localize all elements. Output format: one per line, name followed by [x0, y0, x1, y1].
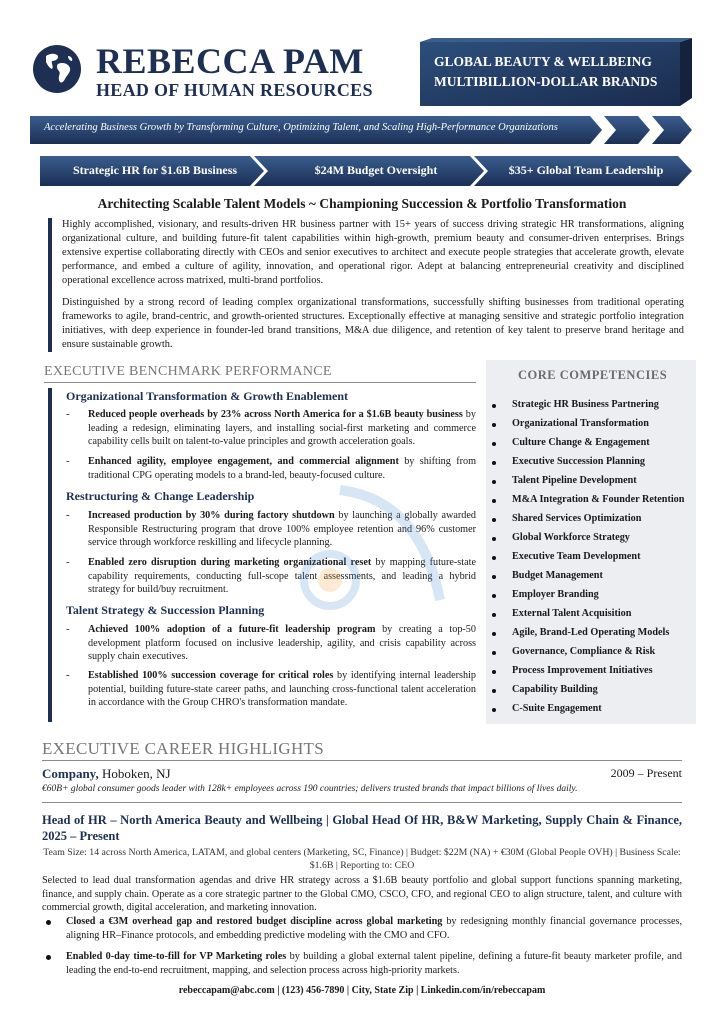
benchmark-item: Established 100% succession coverage for critical roles by identifying internal leadership potential, building future-state career paths, and launching cross-functional talent acceleration in accordance with the Group CHRO's transformation mandate. — [88, 670, 477, 708]
competency-item: External Talent Acquisition — [512, 608, 632, 619]
tagline: Accelerating Business Growth by Transforming Culture, Optimizing Talent, and Scaling High-Performance Organizations — [44, 122, 558, 133]
list-dash: - — [66, 509, 70, 521]
competency-item: Talent Pipeline Development — [512, 475, 637, 486]
benchmark-divider — [44, 382, 476, 383]
candidate-name: REBECCA PAM — [96, 41, 364, 81]
competency-item: Employer Branding — [512, 589, 599, 600]
chevron-label-1: Strategic HR for $1.6B Business — [72, 163, 238, 177]
role-description: Selected to lead dual transformation agendas and drive HR strategy across a $1.6B beauty portfolio and global support functions spanning marketing, finance, and supply chain. Operate as a core strategic partner to the Global CMO, CSCO, CFO, and regional CEO to align structure, talent, and culture with commercial growth, digital acceleration, and marketing innovation. — [42, 875, 682, 913]
list-dash: - — [66, 408, 70, 420]
company-description: €60B+ global consumer goods leader with 128k+ employees across 190 countries; delivers trusted brands that impact billions of lives daily. — [42, 784, 578, 794]
competency-bullet — [492, 670, 496, 674]
competency-item: C-Suite Engagement — [512, 703, 602, 714]
competency-item: M&A Integration & Founder Retention — [512, 494, 685, 505]
competency-bullet — [492, 518, 496, 522]
summary-accent-bar — [48, 218, 52, 352]
competency-bullet — [492, 708, 496, 712]
competencies-heading: CORE COMPETENCIES — [518, 368, 668, 382]
employment-dates: 2009 – Present — [610, 766, 682, 780]
competency-bullet — [492, 461, 496, 465]
competency-item: Executive Succession Planning — [512, 456, 646, 467]
list-dash: - — [66, 556, 70, 568]
list-dash: - — [66, 623, 70, 635]
watermark-logo — [270, 460, 470, 660]
career-achievement: Closed a €3M overhead gap and restored budget discipline across global marketing by redesigning monthly financial governance processes, aligning HR–Finance protocols, and embedding predictive modeling with the CMO and CFO. — [66, 916, 682, 941]
benchmark-subheading-2: Restructuring & Change Leadership — [66, 489, 255, 503]
summary-paragraph-1: Highly accomplished, visionary, and results-driven HR business partner with 15+ years of success driving strategic HR transformations, aligning organizational culture, and building future-fit talent capabilities within high-growth, premium beauty and consumer-driven enterprises. Brings extensive expertise collaborating directly with CEOs and senior executives to architect and execute people strategies that accelerate growth, elevate performance, and embed a culture of agility, innovation, and operational rigor. Adept at balancing entrepreneurial creativity and disciplined operational excellence across matrixed, multi-brand portfolios. — [62, 219, 684, 286]
competency-bullet — [492, 499, 496, 503]
benchmark-item: Enhanced agility, employee engagement, and commercial alignment by shifting from traditional CPG operating models to a brand-led, beauty-focused culture. — [88, 456, 477, 481]
company-name: Company, Hoboken, NJ — [42, 766, 171, 781]
list-dash: - — [66, 455, 70, 467]
benchmark-item: Increased production by 30% during factory shutdown by launching a globally awarded Responsible Restructuring program that drove 100% employee retention and 96% customer service through workforce reskilling and lifecycle planning. — [88, 510, 476, 548]
chevron-label-2: $24M Budget Oversight — [314, 163, 438, 177]
competency-bullet — [492, 480, 496, 484]
chevron-label-3: $35+ Global Team Leadership — [508, 163, 664, 177]
competency-bullet — [492, 651, 496, 655]
banner-text — [434, 52, 657, 92]
competency-bullet — [492, 442, 496, 446]
competency-item: Governance, Compliance & Risk — [512, 646, 656, 657]
bullet — [46, 955, 51, 960]
benchmark-item: Achieved 100% adoption of a future-fit leadership program by creating a top-50 development platform focused on inclusive leadership, agility, and crisis capability across supply chain executives. — [88, 624, 476, 662]
career-divider — [42, 760, 682, 761]
role-title: Head of HR – North America Beauty and Wellbeing | Global Head Of HR, B&W Marketing, Supply Chain & Finance, 2025 – Present — [42, 813, 682, 843]
summary-paragraph-2: Distinguished by a strong record of leading complex organizational transformations, successfully shifting businesses from traditional operating frameworks to agile, brand-centric, and growth-oriented structures. Exceptionally effective at managing sensitive and strategic portfolio integration initiatives, with deep experience in founder-led brand transitions, M&A due diligence, and retention of key talent to preserve brand heritage and ensure sustainable growth. — [62, 297, 684, 350]
competency-bullet — [492, 404, 496, 408]
competency-item: Executive Team Development — [512, 551, 641, 562]
competency-bullet — [492, 423, 496, 427]
benchmark-subheading-1: Organizational Transformation & Growth Enablement — [66, 389, 348, 403]
career-heading: EXECUTIVE CAREER HIGHLIGHTS — [42, 739, 324, 758]
competency-bullet — [492, 537, 496, 541]
headline: Architecting Scalable Talent Models ~ Championing Succession & Portfolio Transformation — [97, 196, 627, 211]
competency-bullet — [492, 632, 496, 636]
competency-bullet — [492, 594, 496, 598]
globe-icon — [32, 44, 82, 94]
contact-info: rebeccapam@abc.com | (123) 456-7890 | City, State Zip | Linkedin.com/in/rebeccapam — [178, 985, 546, 996]
competency-item: Culture Change & Engagement — [512, 437, 650, 448]
banner-line-1: GLOBAL BEAUTY & WELLBEING — [434, 54, 652, 69]
company-divider — [42, 802, 682, 803]
benchmark-item: Reduced people overheads by 23% across North America for a $1.6B beauty business by leading a redesign, eliminating layers, and installing social-first marketing and commerce capability cells built on talent-to-value principles and growth acceleration goals. — [88, 409, 476, 447]
competency-item: Global Workforce Strategy — [512, 532, 630, 543]
benchmark-subheading-3: Talent Strategy & Succession Planning — [66, 603, 265, 617]
competency-bullet — [492, 689, 496, 693]
benchmark-heading: EXECUTIVE BENCHMARK PERFORMANCE — [44, 364, 332, 379]
competency-bullet — [492, 575, 496, 579]
competency-item: Agile, Brand-Led Operating Models — [512, 627, 670, 638]
benchmark-accent-bar — [48, 388, 52, 722]
competency-bullet — [492, 613, 496, 617]
career-achievement: Enabled 0-day time-to-fill for VP Marketing roles by building a global external talent pipeline, defining a future-fit beauty marketer profile, and leading the end-to-end recruitment, mapping, and selection process across high-priority markets. — [66, 951, 682, 976]
competency-item: Process Improvement Initiatives — [512, 665, 653, 676]
list-dash: - — [66, 669, 70, 681]
competency-item: Capability Building — [512, 684, 598, 695]
candidate-title: HEAD OF HUMAN RESOURCES — [96, 80, 373, 100]
competency-item: Strategic HR Business Partnering — [512, 399, 659, 410]
competency-item: Organizational Transformation — [512, 418, 649, 429]
team-scope-line: Team Size: 14 across North America, LATAM, and global centers (Marketing, SC, Finance) | Budget: $22M (NA) + €30M (Global People OVH) | Business Scale: $1.6B | Reporting to: CEO — [43, 847, 681, 871]
competency-item: Shared Services Optimization — [512, 513, 642, 524]
banner-line-2: MULTIBILLION-DOLLAR BRANDS — [434, 74, 658, 89]
competency-bullet — [492, 556, 496, 560]
benchmark-item: Enabled zero disruption during marketing organizational reset by mapping future-state capability requirements, conducting full-scope talent assessments, and leading a hybrid strategy for build/buy recruitment. — [88, 557, 476, 595]
competency-item: Budget Management — [512, 570, 603, 581]
bullet — [46, 920, 51, 925]
